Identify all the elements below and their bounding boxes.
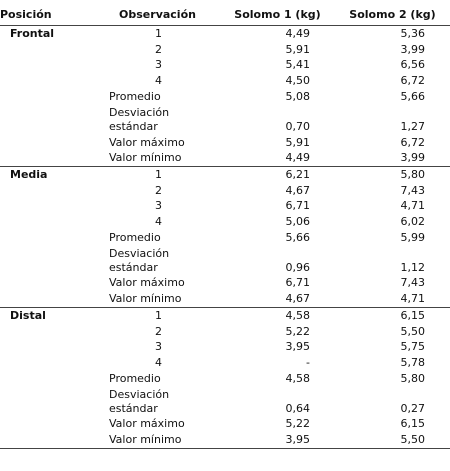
solomo-1-stat: 5,22 (285, 417, 310, 431)
table-row (0, 26, 450, 42)
solomo-1-value: - (306, 355, 310, 369)
stat-row (0, 386, 450, 416)
table-row (0, 183, 450, 199)
stat-row (0, 135, 450, 151)
solomo-2-value: 3,99 (400, 42, 425, 56)
solomo-2-stat: 3,99 (335, 150, 450, 166)
solomo-2-stat: 5,66 (400, 89, 425, 103)
position-cell (0, 57, 95, 73)
position-cell (0, 416, 95, 432)
observation-number: 4 (155, 74, 162, 88)
observation-number: 3 (155, 199, 162, 213)
stat-label-cell (95, 105, 220, 135)
table-row (0, 214, 450, 230)
position-cell (0, 42, 95, 58)
stat-row (0, 371, 450, 387)
solomo-2-stat: 6,15 (400, 417, 425, 431)
stat-row (0, 89, 450, 105)
stat-label: Desviación estándar (109, 105, 170, 133)
stat-row (0, 105, 450, 135)
stat-label-cell (95, 371, 220, 387)
position-cell (0, 150, 95, 166)
solomo-1-value: 5,22 (285, 324, 310, 338)
stat-label-cell (95, 245, 220, 275)
solomo-2-value: 7,43 (400, 183, 425, 197)
solomo-2-stat: 6,72 (400, 135, 425, 149)
observation-number: 2 (155, 183, 162, 197)
solomo-1-stat: 4,58 (285, 371, 310, 385)
solomo-2-stat: 1,12 (400, 260, 425, 274)
table-row (0, 42, 450, 58)
table-header (0, 5, 450, 26)
solomo-2-value: 6,72 (400, 74, 425, 88)
header-solomo-2: Solomo 2 (kg) (335, 5, 450, 26)
table-row (0, 355, 450, 371)
solomo-1-value: 4,58 (285, 308, 310, 322)
stat-label-cell (95, 291, 220, 307)
solomo-2-stat: 4,71 (335, 291, 450, 307)
stat-label: Promedio (109, 371, 161, 385)
position-cell (0, 183, 95, 199)
stat-row (0, 291, 450, 307)
solomo-1-stat: 5,66 (285, 230, 310, 244)
stat-label: Valor máximo (109, 135, 185, 149)
solomo-2-stat: 7,43 (400, 276, 425, 290)
position-cell (0, 135, 95, 151)
solomo-1-stat: 6,71 (285, 276, 310, 290)
header-posicion: Posición (0, 5, 95, 26)
solomo-1-value: 4,50 (285, 74, 310, 88)
position-label: Media (10, 167, 48, 181)
stat-row (0, 150, 450, 166)
solomo-1-value: 6,21 (285, 167, 310, 181)
table-body (0, 26, 450, 449)
solomo-1-value: 3,95 (285, 340, 310, 354)
solomo-1-stat: 3,95 (220, 432, 335, 448)
solomo-2-value: 5,50 (400, 324, 425, 338)
stat-label-cell (95, 416, 220, 432)
observation-number: 4 (155, 355, 162, 369)
stat-label: Valor máximo (109, 417, 185, 431)
observation-number: 1 (155, 27, 162, 40)
stat-label-cell (95, 275, 220, 291)
position-cell (0, 89, 95, 105)
solomo-1-stat: 0,70 (285, 119, 310, 133)
observation-number: 1 (155, 167, 162, 181)
stat-label: Desviación estándar (109, 246, 170, 274)
position-cell (0, 432, 95, 448)
table-row (0, 324, 450, 340)
stat-label: Valor mínimo (109, 292, 182, 306)
stat-label: Promedio (109, 230, 161, 244)
table-row (0, 307, 450, 323)
solomo-2-stat: 5,50 (335, 432, 450, 448)
table-row (0, 166, 450, 182)
solomo-1-stat: 4,67 (220, 291, 335, 307)
weight-table (0, 5, 450, 449)
solomo-1-value: 6,71 (285, 199, 310, 213)
stat-row (0, 416, 450, 432)
solomo-1-value: 5,41 (285, 58, 310, 72)
header-observacion: Observación (95, 5, 220, 26)
position-cell (0, 291, 95, 307)
stat-label-cell (95, 432, 220, 448)
table-row (0, 339, 450, 355)
table-row (0, 57, 450, 73)
position-cell (0, 355, 95, 371)
position-label: Frontal (10, 27, 55, 40)
stat-label: Valor mínimo (109, 433, 182, 447)
table-row (0, 198, 450, 214)
observation-number: 2 (155, 42, 162, 56)
stat-label-cell (95, 386, 220, 416)
solomo-2-value: 6,02 (400, 215, 425, 229)
stat-row (0, 245, 450, 275)
observation-number: 1 (155, 308, 162, 322)
solomo-1-stat: 0,96 (285, 260, 310, 274)
position-cell (0, 230, 95, 246)
stat-label-cell (95, 135, 220, 151)
solomo-1-value: 5,06 (285, 215, 310, 229)
stat-row (0, 230, 450, 246)
solomo-2-value: 5,80 (400, 167, 425, 181)
position-cell (0, 324, 95, 340)
position-cell (0, 386, 95, 416)
solomo-2-value: 6,15 (400, 308, 425, 322)
stat-label-cell (95, 89, 220, 105)
stat-label: Valor mínimo (109, 151, 182, 165)
solomo-2-stat: 0,27 (400, 401, 425, 415)
observation-number: 3 (155, 58, 162, 72)
solomo-1-value: 5,91 (285, 42, 310, 56)
solomo-2-value: 5,75 (400, 340, 425, 354)
position-label: Distal (10, 308, 46, 322)
position-cell (0, 105, 95, 135)
position-cell (0, 73, 95, 89)
solomo-2-value: 5,36 (400, 27, 425, 40)
solomo-1-stat: 0,64 (285, 401, 310, 415)
observation-number: 2 (155, 324, 162, 338)
stat-label: Valor máximo (109, 276, 185, 290)
solomo-2-value: 6,56 (400, 58, 425, 72)
table-row (0, 73, 450, 89)
solomo-2-stat: 1,27 (400, 119, 425, 133)
stat-label: Desviación estándar (109, 387, 170, 415)
stat-label: Promedio (109, 89, 161, 103)
stat-label-cell (95, 150, 220, 166)
solomo-1-value: 4,67 (285, 183, 310, 197)
solomo-2-stat: 5,80 (400, 371, 425, 385)
position-cell (0, 275, 95, 291)
position-cell (0, 371, 95, 387)
position-cell (0, 339, 95, 355)
solomo-2-value: 4,71 (400, 199, 425, 213)
solomo-1-value: 4,49 (285, 27, 310, 40)
position-cell (0, 245, 95, 275)
solomo-1-stat: 4,49 (220, 150, 335, 166)
solomo-1-stat: 5,08 (285, 89, 310, 103)
position-cell (0, 214, 95, 230)
stat-row (0, 275, 450, 291)
solomo-2-stat: 5,99 (400, 230, 425, 244)
observation-number: 4 (155, 215, 162, 229)
header-row (0, 5, 450, 26)
header-solomo-1: Solomo 1 (kg) (220, 5, 335, 26)
position-cell (0, 198, 95, 214)
solomo-1-stat: 5,91 (285, 135, 310, 149)
stat-label-cell (95, 230, 220, 246)
observation-number: 3 (155, 340, 162, 354)
solomo-2-value: 5,78 (400, 355, 425, 369)
stat-row (0, 432, 450, 448)
